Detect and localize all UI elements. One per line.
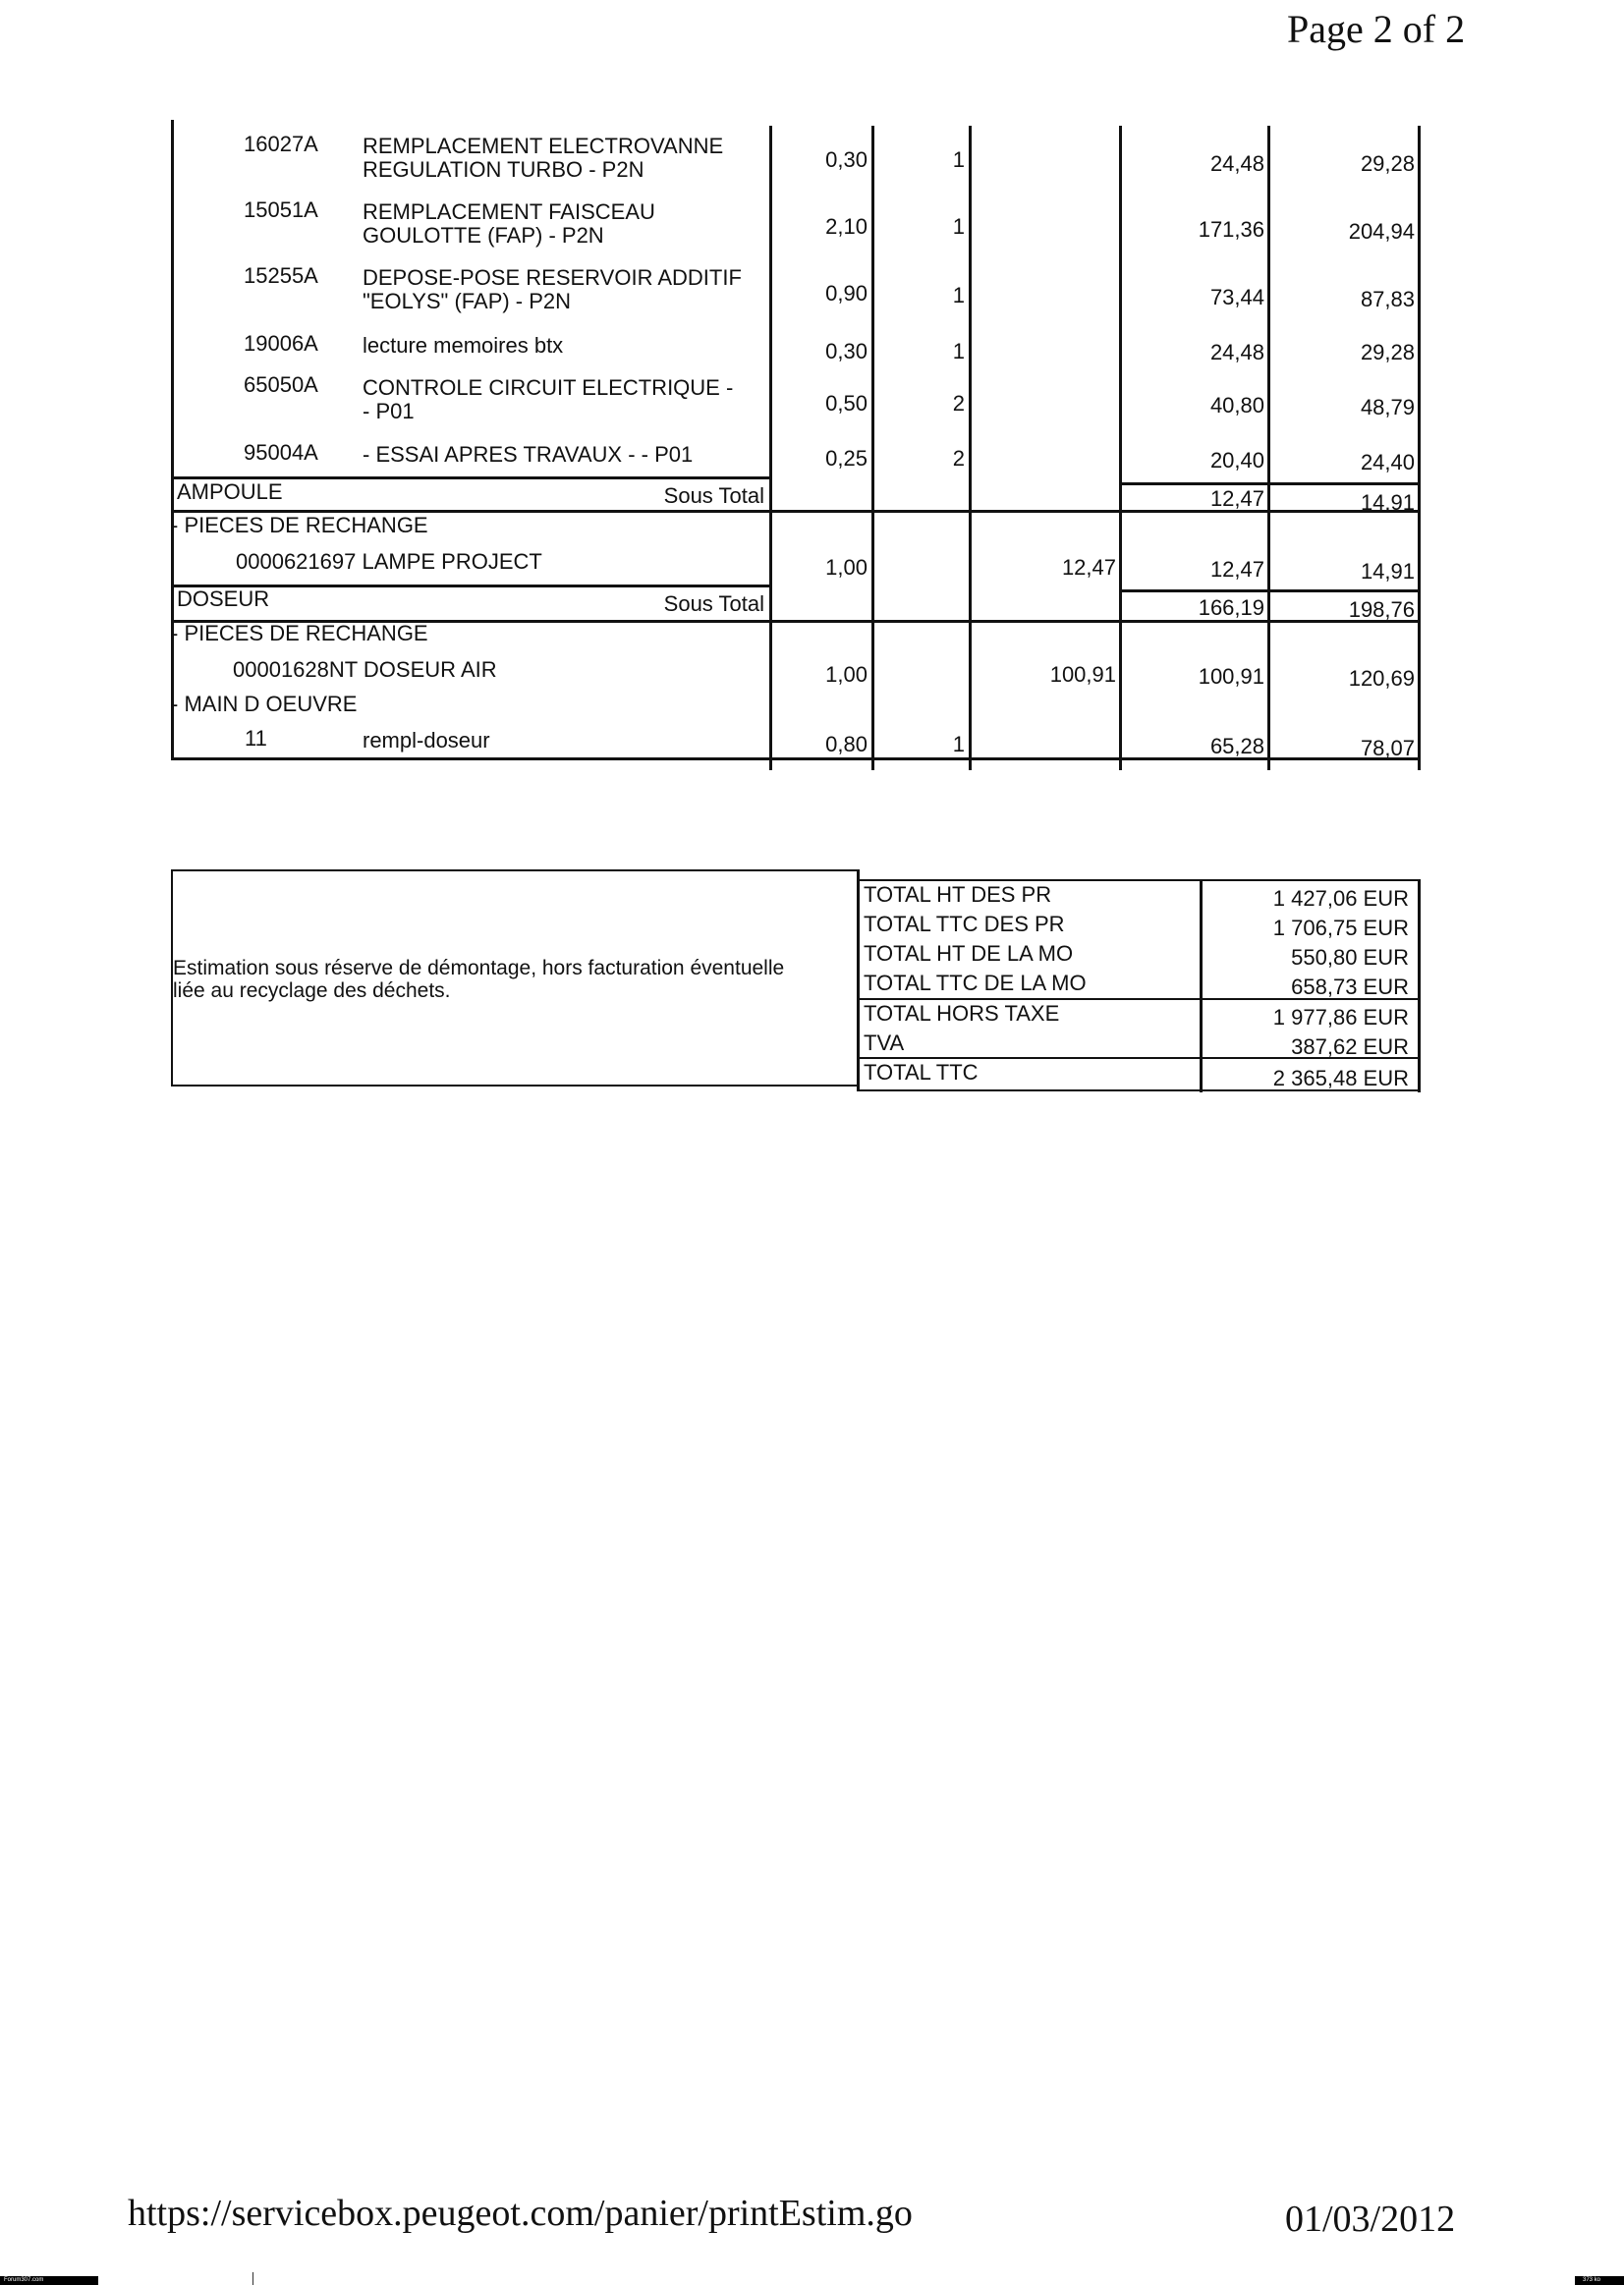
part-description: 0000621697 LAMPE PROJECT xyxy=(236,549,542,574)
page-number: Page 2 of 2 xyxy=(1287,7,1466,51)
section-label: - MAIN D OEUVRE xyxy=(171,692,358,716)
rule xyxy=(857,879,1421,881)
operation-description: DEPOSE-POSE RESERVOIR ADDITIF xyxy=(363,265,742,290)
rule xyxy=(1200,879,1203,1092)
operation-code: 11 xyxy=(245,726,267,751)
amount-ttc: 204,94 xyxy=(1348,219,1415,244)
operation-description: REMPLACEMENT ELECTROVANNE xyxy=(363,134,724,158)
total-label: TOTAL TTC xyxy=(864,1060,979,1085)
operation-code: 95004A xyxy=(244,440,318,465)
col-divider-5 xyxy=(1267,126,1270,770)
amount-ht: 24,48 xyxy=(1209,151,1264,176)
total-label: TOTAL HORS TAXE xyxy=(864,1001,1060,1026)
rule xyxy=(1119,589,1421,592)
strip-label-left: Forum307.com xyxy=(4,2277,44,2283)
table-border-right xyxy=(1418,126,1421,770)
operation-description: GOULOTTE (FAP) - P2N xyxy=(363,223,604,248)
total-value: 1 977,86 EUR xyxy=(1272,1005,1409,1030)
quantity: 0,90 xyxy=(825,281,868,306)
section-label: - PIECES DE RECHANGE xyxy=(171,513,428,537)
amount-ht: 65,28 xyxy=(1209,734,1264,758)
quantity: 0,25 xyxy=(825,446,868,471)
total-value: 1 706,75 EUR xyxy=(1272,916,1409,940)
part-description: 00001628NT DOSEUR AIR xyxy=(233,657,497,682)
operation-description: - ESSAI APRES TRAVAUX - - P01 xyxy=(363,442,694,467)
group-name: DOSEUR xyxy=(177,586,270,611)
amount-ht: 40,80 xyxy=(1209,393,1264,418)
footer-url: https://servicebox.peugeot.com/panier/printEstim.go xyxy=(128,2193,913,2234)
total-value: 550,80 EUR xyxy=(1291,945,1409,970)
operation-description: CONTROLE CIRCUIT ELECTRIQUE - xyxy=(363,375,734,400)
amount-ttc: 78,07 xyxy=(1360,736,1415,760)
estimate-note: Estimation sous réserve de démontage, hors facturation éventuelle xyxy=(173,957,785,979)
total-value: 1 427,06 EUR xyxy=(1272,886,1409,911)
count: 1 xyxy=(952,147,965,172)
quantity: 0,50 xyxy=(825,391,868,416)
subtotal-ht: 12,47 xyxy=(1209,486,1264,511)
amount-ht: 20,40 xyxy=(1209,448,1264,473)
strip-label-right: 373 ko xyxy=(1583,2277,1601,2283)
estimate-note: liée au recyclage des déchets. xyxy=(173,979,451,1002)
amount-ttc: 48,79 xyxy=(1360,395,1415,419)
scan-mark xyxy=(252,2272,253,2285)
operation-code: 16027A xyxy=(244,132,318,156)
operation-code: 19006A xyxy=(244,331,318,356)
total-value: 658,73 EUR xyxy=(1291,975,1409,999)
amount-ht: 171,36 xyxy=(1198,217,1264,242)
col-divider-1 xyxy=(769,126,772,770)
amount-ttc: 29,28 xyxy=(1360,151,1415,176)
operation-code: 65050A xyxy=(244,372,318,397)
amount-ht: 24,48 xyxy=(1209,340,1264,364)
amount-ttc: 87,83 xyxy=(1360,287,1415,311)
quantity: 1,00 xyxy=(825,555,868,580)
amount-ttc: 24,40 xyxy=(1360,450,1415,474)
rule xyxy=(171,869,859,871)
col-divider-3 xyxy=(969,126,972,770)
operation-description: "EOLYS" (FAP) - P2N xyxy=(363,289,572,313)
subtotal-ttc: 198,76 xyxy=(1348,597,1415,622)
total-label: TVA xyxy=(864,1031,905,1055)
subtotal-ttc: 14,91 xyxy=(1360,490,1415,515)
count: 2 xyxy=(952,446,965,471)
quantity: 0,30 xyxy=(825,147,868,172)
operation-description: REGULATION TURBO - P2N xyxy=(363,157,644,182)
operation-description: - P01 xyxy=(363,399,415,423)
group-name: AMPOULE xyxy=(177,479,283,504)
rule xyxy=(1119,482,1421,485)
total-label: TOTAL TTC DES PR xyxy=(864,912,1065,936)
unit-price: 100,91 xyxy=(1049,662,1116,687)
amount-ttc: 14,91 xyxy=(1360,559,1415,584)
quantity: 2,10 xyxy=(825,214,868,239)
unit-price: 12,47 xyxy=(1061,555,1116,580)
operation-description: rempl-doseur xyxy=(363,728,490,752)
amount-ht: 12,47 xyxy=(1209,557,1264,582)
total-value: 2 365,48 EUR xyxy=(1272,1066,1409,1090)
rule xyxy=(171,1085,859,1087)
rule xyxy=(1418,879,1421,1092)
total-label: TOTAL HT DE LA MO xyxy=(864,941,1074,966)
operation-description: REMPLACEMENT FAISCEAU xyxy=(363,199,655,224)
subtotal-label: Sous Total xyxy=(663,483,764,508)
section-label: - PIECES DE RECHANGE xyxy=(171,621,428,645)
operation-code: 15255A xyxy=(244,263,318,288)
quantity: 0,30 xyxy=(825,339,868,363)
total-label: TOTAL HT DES PR xyxy=(864,882,1052,907)
scan-strip-right xyxy=(1575,2276,1624,2285)
operation-description: lecture memoires btx xyxy=(363,333,564,358)
amount-ttc: 29,28 xyxy=(1360,340,1415,364)
count: 1 xyxy=(952,732,965,756)
operation-code: 15051A xyxy=(244,197,318,222)
subtotal-label: Sous Total xyxy=(663,591,764,616)
count: 2 xyxy=(952,391,965,416)
subtotal-ht: 166,19 xyxy=(1198,595,1264,620)
count: 1 xyxy=(952,214,965,239)
col-divider-4 xyxy=(1119,126,1122,770)
total-value: 387,62 EUR xyxy=(1291,1034,1409,1059)
amount-ht: 100,91 xyxy=(1198,664,1264,689)
scan-strip-left xyxy=(0,2276,98,2285)
amount-ttc: 120,69 xyxy=(1348,666,1415,691)
total-label: TOTAL TTC DE LA MO xyxy=(864,971,1087,995)
quantity: 0,80 xyxy=(825,732,868,756)
footer-date: 01/03/2012 xyxy=(1285,2199,1456,2240)
amount-ht: 73,44 xyxy=(1209,285,1264,309)
table-border-left xyxy=(171,120,174,760)
count: 1 xyxy=(952,339,965,363)
quantity: 1,00 xyxy=(825,662,868,687)
count: 1 xyxy=(952,283,965,307)
